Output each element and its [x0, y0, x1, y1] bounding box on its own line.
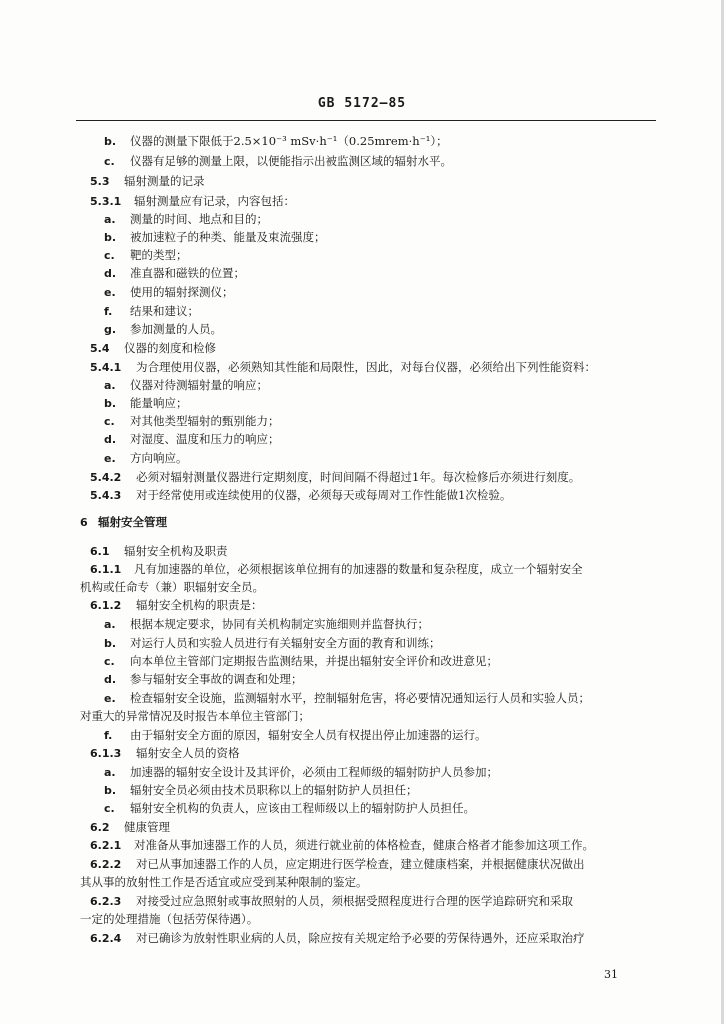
- clause-number: 6: [80, 516, 88, 529]
- text-line-d4: [104, 672, 303, 687]
- clause-text: 辐射安全机构的职责是：: [136, 598, 263, 612]
- clause-text: 凡有加速器的单位，必须根据该单位拥有的加速器的数量和复杂程度，成立一个辐射安全: [134, 562, 583, 576]
- clause-number: a.: [104, 618, 116, 631]
- text-line-e4b: [80, 709, 310, 723]
- clause-text: 一定的处理措施（包括劳保待遇）。: [80, 912, 259, 926]
- clause-number: 6.2.3: [90, 895, 122, 908]
- text-line-a3: [104, 378, 268, 393]
- clause-number: 6.2.1: [90, 839, 122, 852]
- clause-text: 被加速粒子的种类、能量及束流强度；: [130, 230, 326, 244]
- clause-text: 加速器的辐射安全设计及其评价，必须由工程师级的辐射防护人员参加；: [130, 765, 498, 779]
- text-line-b5: [104, 783, 418, 798]
- text-line-e3: [104, 451, 188, 466]
- clause-number: c.: [104, 249, 115, 262]
- text-line-b1: [104, 134, 448, 149]
- clause-number: c.: [104, 415, 115, 428]
- clause-text: 辐射安全机构的负责人，应该由工程师级以上的辐射防护人员担任。: [130, 801, 475, 815]
- text-line-s622: [90, 857, 585, 872]
- clause-number: 5.4.3: [90, 489, 122, 502]
- text-line-c1: [104, 154, 452, 169]
- text-line-f2: [104, 304, 199, 319]
- clause-text: 对于经常使用或连续使用的仪器，必须每天或每周对工作性能做1次检验。: [136, 488, 512, 502]
- text-line-s6: [80, 515, 167, 530]
- clause-number: a.: [104, 766, 116, 779]
- clause-number: e.: [104, 692, 116, 705]
- clause-number: 6.2.2: [90, 858, 122, 871]
- clause-number: 6.2: [90, 821, 110, 834]
- clause-number: f.: [104, 305, 113, 318]
- clause-text: 对湿度、温度和压力的响应；: [130, 432, 280, 446]
- clause-text: 辐射安全员必须由技术员职称以上的辐射防护人员担任；: [130, 783, 418, 797]
- clause-number: b.: [104, 397, 117, 410]
- clause-text: 检查辐射安全设施，监测辐射水平，控制辐射危害，将必要情况通知运行人员和实验人员；: [130, 691, 590, 705]
- text-line-a4: [104, 617, 429, 632]
- clause-text: 对其他类型辐射的甄别能力；: [130, 414, 280, 428]
- page-number: 31: [604, 968, 618, 981]
- clause-text: 对运行人员和实验人员进行有关辐射安全方面的教育和训练；: [130, 636, 441, 650]
- clause-text: 仪器的刻度和检修: [124, 341, 216, 355]
- text-line-s621: [90, 838, 594, 853]
- text-line-g2: [104, 322, 222, 337]
- text-line-d2: [104, 266, 245, 281]
- clause-number: b.: [104, 784, 117, 797]
- clause-text: 辐射安全管理: [98, 515, 167, 529]
- text-line-e4: [104, 691, 590, 706]
- clause-number: g.: [104, 323, 117, 336]
- text-line-c5: [104, 801, 475, 816]
- text-line-a2: [104, 212, 268, 227]
- clause-text: 对重大的异常情况及时报告本单位主管部门；: [80, 709, 310, 723]
- clause-number: 6.1: [90, 545, 110, 558]
- text-line-b2: [104, 230, 326, 245]
- text-line-d3: [104, 432, 280, 447]
- clause-text: 测量的时间、地点和目的；: [130, 212, 268, 226]
- clause-text: 能量响应；: [130, 396, 188, 410]
- clause-text: 向本单位主管部门定期报告监测结果，并提出辐射安全评价和改进意见；: [130, 654, 498, 668]
- clause-number: e.: [104, 452, 116, 465]
- clause-text: 辐射安全人员的资格: [136, 746, 240, 760]
- clause-number: 6.1.1: [90, 563, 122, 576]
- clause-text: 必须对辐射测量仪器进行定期刻度，时间间隔不得超过1年。每次检修后亦须进行刻度。: [136, 470, 581, 484]
- text-line-s622b: [80, 875, 368, 889]
- text-line-s543: [90, 488, 511, 503]
- text-line-a5: [104, 765, 498, 780]
- clause-number: b.: [104, 135, 117, 148]
- clause-text: 为合理使用仪器，必须熟知其性能和局限性，因此，对每台仪器，必须给出下列性能资料：: [136, 360, 596, 374]
- text-line-f4: [104, 728, 487, 743]
- clause-text: 靶的类型；: [130, 248, 188, 262]
- clause-text: 对已确诊为放射性职业病的人员，除应按有关规定给予必要的劳保待遇外，还应采取治疗: [136, 931, 585, 945]
- text-line-s612: [90, 598, 263, 613]
- clause-text: 结果和建议；: [130, 304, 199, 318]
- clause-text: 方向响应。: [130, 451, 188, 465]
- clause-number: 6.1.2: [90, 599, 122, 612]
- clause-text: 仪器对待测辐射量的响应；: [130, 378, 268, 392]
- clause-number: 5.3: [90, 175, 110, 188]
- clause-text: 辐射安全机构及职责: [124, 544, 228, 558]
- clause-number: d.: [104, 433, 117, 446]
- clause-number: 5.4.1: [90, 361, 122, 374]
- text-line-s541: [90, 360, 596, 375]
- clause-number: e.: [104, 286, 116, 299]
- clause-text: 辐射测量应有记录，内容包括：: [134, 194, 295, 208]
- clause-text: 对准备从事加速器工作的人员，须进行就业前的体格检查，健康合格者才能参加这项工作。: [134, 838, 594, 852]
- page-header: GB 5172—85: [317, 96, 407, 111]
- text-line-c3: [104, 414, 280, 429]
- clause-number: b.: [104, 637, 117, 650]
- text-line-s624: [90, 931, 585, 946]
- clause-number: 5.4.2: [90, 471, 122, 484]
- text-line-s531: [90, 194, 295, 209]
- text-line-s62: [90, 820, 170, 835]
- clause-number: a.: [104, 213, 116, 226]
- clause-number: 5.4: [90, 342, 110, 355]
- clause-text: 仪器有足够的测量上限，以便能指示出被监测区域的辐射水平。: [130, 154, 452, 168]
- text-line-s623: [90, 894, 573, 909]
- clause-number: b.: [104, 231, 117, 244]
- clause-text: 机构或任命专（兼）职辐射安全员。: [80, 580, 264, 594]
- clause-number: c.: [104, 155, 115, 168]
- text-line-s53: [90, 174, 205, 189]
- clause-text: 准直器和磁铁的位置；: [130, 266, 245, 280]
- clause-text: 由于辐射安全方面的原因，辐射安全人员有权提出停止加速器的运行。: [130, 728, 487, 742]
- header-rule: [76, 120, 656, 121]
- text-line-s611b: [80, 580, 264, 594]
- clause-text: 健康管理: [124, 820, 170, 834]
- text-line-c4: [104, 654, 498, 669]
- clause-text: 根据本规定要求，协同有关机构制定实施细则并监督执行；: [130, 617, 429, 631]
- text-line-e2: [104, 285, 234, 300]
- clause-number: 5.3.1: [90, 195, 122, 208]
- text-line-b4: [104, 636, 441, 651]
- text-line-s54: [90, 341, 216, 356]
- clause-number: d.: [104, 673, 117, 686]
- clause-number: f.: [104, 729, 113, 742]
- clause-number: c.: [104, 655, 115, 668]
- text-line-s623b: [80, 912, 258, 926]
- clause-number: a.: [104, 379, 116, 392]
- text-line-s61: [90, 544, 228, 559]
- clause-text: 使用的辐射探测仪；: [130, 285, 234, 299]
- clause-text: 参加测量的人员。: [130, 322, 222, 336]
- text-line-s542: [90, 470, 580, 485]
- clause-number: d.: [104, 267, 117, 280]
- text-line-c2: [104, 248, 188, 263]
- clause-number: 6.1.3: [90, 747, 122, 760]
- text-line-s613: [90, 746, 240, 761]
- text-line-s611: [90, 562, 583, 577]
- clause-text: 仪器的测量下限低于2.5×10⁻³ mSv·h⁻¹（0.25mrem·h⁻¹）；: [130, 134, 448, 148]
- clause-number: c.: [104, 802, 115, 815]
- clause-text: 对接受过应急照射或事故照射的人员，须根据受照程度进行合理的医学追踪研究和采取: [136, 894, 573, 908]
- clause-number: 6.2.4: [90, 932, 122, 945]
- clause-text: 对已从事加速器工作的人员，应定期进行医学检查，建立健康档案，并根据健康状况做出: [136, 857, 585, 871]
- clause-text: 其从事的放射性工作是否适宜或应受到某种限制的鉴定。: [80, 875, 368, 889]
- text-line-b3: [104, 396, 188, 411]
- clause-text: 辐射测量的记录: [124, 174, 205, 188]
- clause-text: 参与辐射安全事故的调查和处理；: [130, 672, 303, 686]
